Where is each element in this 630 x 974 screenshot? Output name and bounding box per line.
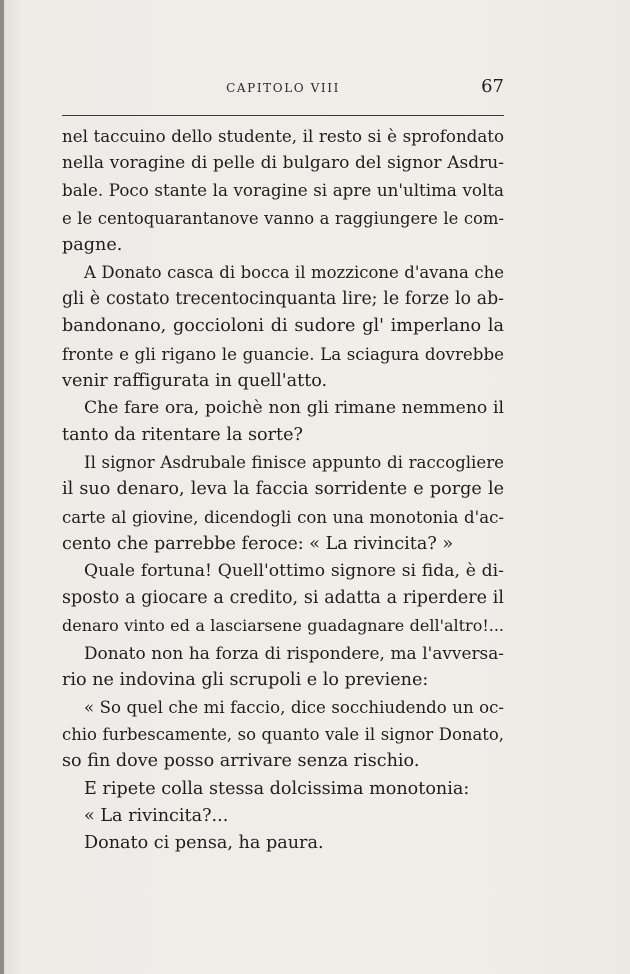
text-line: « La rivincita?... (84, 805, 229, 826)
text-line: Il signor Asdrubale finisce appunto di raccogliere (84, 453, 504, 473)
text-line: nella voragine di pelle di bulgaro del signor Asdru- (62, 153, 504, 174)
body-text (62, 123, 504, 857)
chapter-title: CAPITOLO VIII (226, 81, 340, 95)
text-line: chio furbescamente, so quanto vale il signor Donato, (62, 725, 504, 745)
text-line: carte al giovine, dicendogli con una monotonia d'ac- (62, 507, 504, 527)
text-line: rio ne indovina gli scrupoli e lo previene: (62, 669, 429, 690)
text-line: denaro vinto ed a lasciarsene guadagnare dell'altro!... (62, 616, 504, 636)
text-line: pagne. (62, 234, 123, 255)
text-line: nel taccuino dello studente, il resto si è sprofondato (62, 127, 504, 146)
text-line: e le centoquarantanove vanno a raggiungere le com- (62, 208, 504, 228)
text-line: E ripete colla stessa dolcissima monotonia: (84, 778, 470, 799)
text-line: sposto a giocare a credito, si adatta a riperdere il (62, 588, 504, 609)
header-rule (62, 115, 504, 116)
text-line: so fin dove posso arrivare senza rischio. (62, 751, 420, 772)
text-line: « So quel che mi faccio, dice socchiudendo un oc- (84, 697, 504, 717)
text-line: gli è costato trecentocinquanta lire; le forze lo ab- (62, 289, 504, 310)
text-line: il suo denaro, leva la faccia sorridente e porge le (62, 479, 504, 500)
text-line: cento che parrebbe feroce: « La rivincita? » (62, 533, 454, 554)
page-number: 67 (481, 76, 504, 97)
running-header (62, 76, 504, 102)
text-line: Quale fortuna! Quell'ottimo signore si fida, è di- (84, 561, 504, 581)
text-line: bandonano, goccioloni di sudore gl' imperlano la (62, 316, 504, 337)
text-line: A Donato casca di bocca il mozzicone d'avana che (84, 262, 504, 282)
text-line: tanto da ritentare la sorte? (62, 425, 303, 446)
text-line: bale. Poco stante la voragine si apre un'ultima volta (62, 180, 504, 201)
text-line: venir raffigurata in quell'atto. (62, 370, 328, 391)
page-binding-shadow (0, 0, 4, 974)
text-line: Che fare ora, poichè non gli rimane nemmeno il (84, 397, 504, 418)
text-line: Donato ci pensa, ha paura. (84, 832, 324, 853)
text-line: fronte e gli rigano le guancie. La sciagura dovrebbe (62, 344, 504, 364)
text-line: Donato non ha forza di rispondere, ma l'avversa- (84, 642, 504, 663)
